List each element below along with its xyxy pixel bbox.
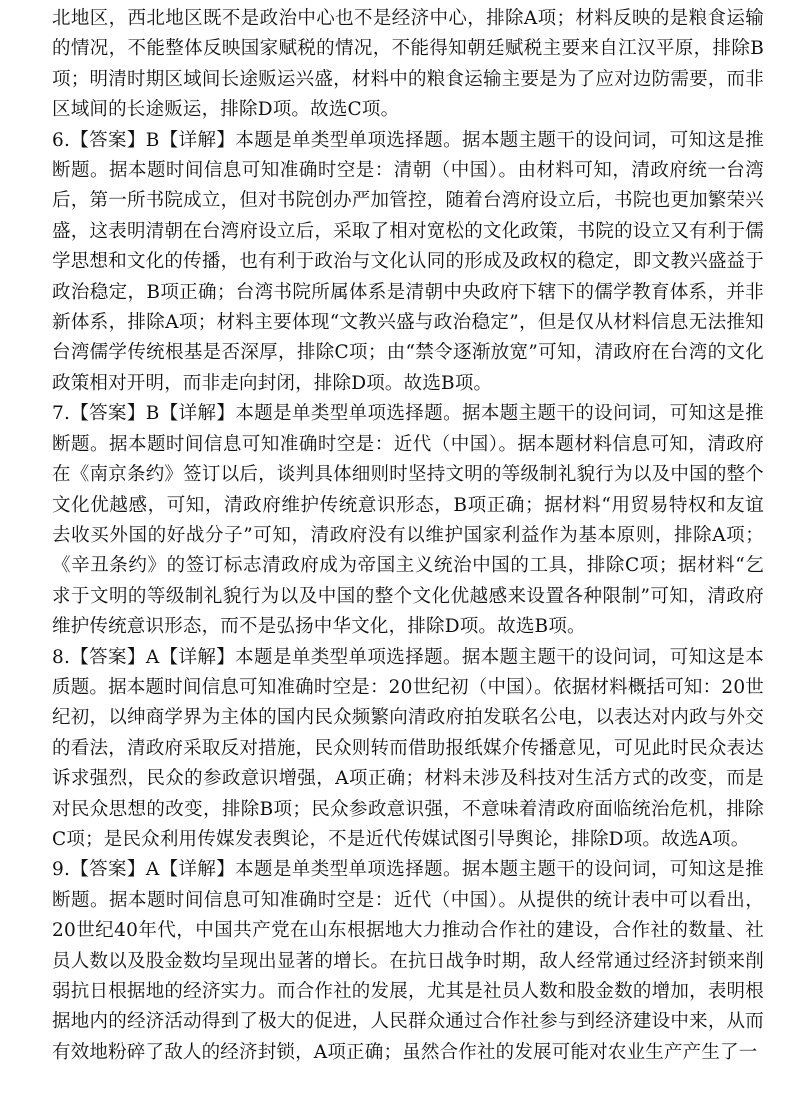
- paragraph-q7: 7.【答案】B【详解】本题是单类型单项选择题。据本题主题干的设问词，可知这是推断题。据本题时间信息可知准确时空是：近代（中国）。据本题材料信息可知，清政府在《南京条约》签订以后，谈判具体细则时坚持文明的等级制礼貌行为以及中国的整个文化优越感，可知，清政府维护传统意识形态，B项正确；据材料“用贸易特权和友谊去收买外国的好战分子”可知，清政府没有以维护国家利益作为基本原则，排除A项；《辛丑条约》的签订标志清政府成为帝国主义统治中国的工具，排除C项；据材料“乞求于文明的等级制礼貌行为以及中国的整个文化优越感来设置各种限制”可知，清政府维护传统意识形态，而不是弘扬中华文化，排除D项。故选B项。: [52, 403, 764, 638]
- paragraph-q8: 8.【答案】A【详解】本题是单类型单项选择题。据本题主题干的设问词，可知这是本质题。据本题时间信息可知准确时空是：20世纪初（中国）。依据材料概括可知：20世纪初，以绅商学界为主体的国内民众频繁向清政府拍发联名公电，以表达对内政与外交的看法，清政府采取反对措施，民众则转而借助报纸媒介传播意见，可见此时民众表达诉求强烈，民众的参政意识增强，A项正确；材料未涉及科技对生活方式的改变，而是对民众思想的改变，排除B项；民众参政意识强，不意味着清政府面临统治危机，排除C项；是民众利用传媒发表舆论，不是近代传媒试图引导舆论，排除D项。故选A项。: [52, 646, 764, 850]
- answer-explanation-page: [52, 4, 764, 1068]
- paragraph-q5-continued: 北地区，西北地区既不是政治中心也不是经济中心，排除A项；材料反映的是粮食运输的情况，不能整体反映国家赋税的情况，不能得知朝廷赋税主要来自江汉平原，排除B项；明清时期区域间长途贩运兴盛，材料中的粮食运输主要是为了应对边防需要，而非区域间的长途贩运，排除D项。故选C项。: [52, 8, 764, 121]
- paragraph-q6: 6.【答案】B【详解】本题是单类型单项选择题。据本题主题干的设问词，可知这是推断题。据本题时间信息可知准确时空是：清朝（中国）。由材料可知，清政府统一台湾后，第一所书院成立，但对书院创办严加管控，随着台湾府设立后，书院也更加繁荣兴盛，这表明清朝在台湾府设立后，采取了相对宽松的文化政策，书院的设立又有利于儒学思想和文化的传播，也有利于政治与文化认同的形成及政权的稳定，即文教兴盛益于政治稳定，B项正确；台湾书院所属体系是清朝中央政府下辖下的儒学教育体系，并非新体系，排除A项；材料主要体现“文教兴盛与政治稳定”，但是仅从材料信息无法推知台湾儒学传统根基是否深厚，排除C项；由“禁令逐渐放宽”可知，清政府在台湾的文化政策相对开明，而非走向封闭，排除D项。故选B项。: [52, 129, 764, 394]
- paragraph-q9: 9.【答案】A【详解】本题是单类型单项选择题。据本题主题干的设问词，可知这是推断题。据本题时间信息可知准确时空是：近代（中国）。从提供的统计表中可以看出，20世纪40年代，中国共产党在山东根据地大力推动合作社的建设，合作社的数量、社员人数以及股金数均呈现出显著的增长。在抗日战争时期，敌人经常通过经济封锁来削弱抗日根据地的经济实力。而合作社的发展，尤其是社员人数和股金数的增加，表明根据地内的经济活动得到了极大的促进，人民群众通过合作社参与到经济建设中来，从而有效地粉碎了敌人的经济封锁，A项正确；虽然合作社的发展可能对农业生产产生了一: [52, 859, 764, 1063]
